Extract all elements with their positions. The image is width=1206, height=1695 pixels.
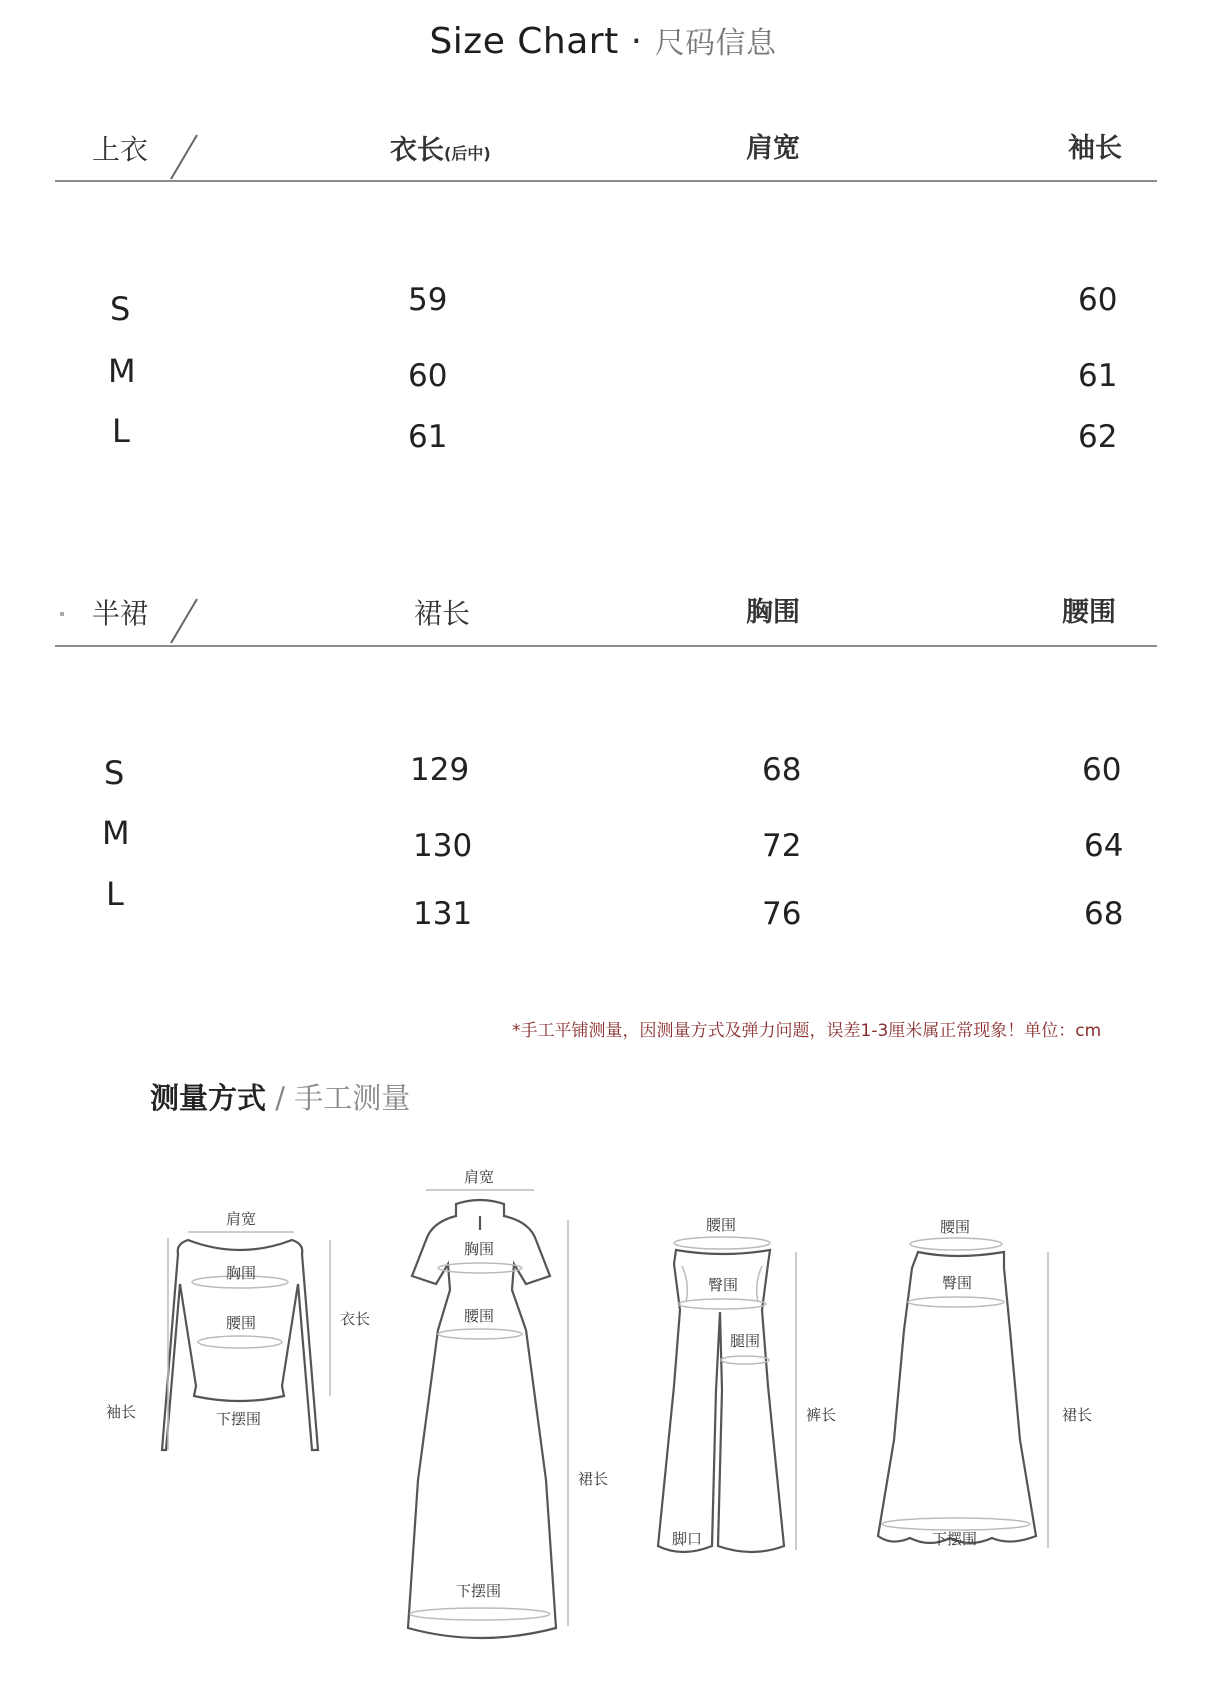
top-chest-label: 胸围 <box>226 1264 257 1282</box>
top-size-l: L <box>112 412 130 450</box>
skirt-hip-label: 臀围 <box>942 1274 973 1292</box>
dress-length-label: 裙长 <box>578 1470 609 1488</box>
top-table-rule <box>55 180 1157 182</box>
skirt-size-s: S <box>104 754 125 792</box>
skirt-l-length: 131 <box>413 896 473 932</box>
skirt-label-dot <box>60 612 64 616</box>
top-size-m: M <box>108 352 136 390</box>
pants-cuff-label: 脚口 <box>672 1530 703 1548</box>
skirt-table-slash <box>165 597 205 647</box>
skirt-size-l: L <box>106 875 124 913</box>
top-m-sleeve: 61 <box>1078 358 1118 394</box>
skirt-diagram <box>878 1218 1092 1548</box>
top-table-slash <box>165 133 205 183</box>
skirt-hem-label: 下摆围 <box>932 1530 978 1548</box>
skirt-table-label: 半裙 <box>92 597 149 630</box>
top-m-length: 60 <box>408 358 448 394</box>
skirt-length-label: 裙长 <box>1062 1406 1093 1424</box>
top-l-sleeve: 62 <box>1078 419 1118 455</box>
skirt-m-waist: 64 <box>1084 828 1124 864</box>
top-s-length: 59 <box>408 282 448 318</box>
skirt-m-length: 130 <box>413 828 473 864</box>
title-zh: 尺码信息 <box>654 26 777 61</box>
skirt-s-chest: 68 <box>762 752 802 788</box>
top-l-length: 61 <box>408 419 448 455</box>
skirt-header-length: 裙长 <box>414 597 471 630</box>
title-en: Size Chart <box>429 21 619 62</box>
pants-hip-label: 臀围 <box>708 1276 739 1294</box>
top-header-sleeve: 袖长 <box>1068 133 1122 164</box>
dress-shoulder-label: 肩宽 <box>464 1168 495 1186</box>
top-size-s: S <box>110 290 131 328</box>
top-header-shoulder: 肩宽 <box>746 133 800 164</box>
pants-thigh-label: 腿围 <box>730 1332 761 1350</box>
skirt-s-length: 129 <box>410 752 470 788</box>
top-diagram <box>106 1210 370 1450</box>
pants-waist-label: 腰围 <box>706 1216 737 1234</box>
skirt-size-m: M <box>102 814 130 852</box>
skirt-waist-label: 腰围 <box>940 1218 971 1236</box>
dress-chest-label: 胸围 <box>464 1240 495 1258</box>
method-heading: 测量方式 / 手工测量 <box>150 1081 411 1115</box>
skirt-l-chest: 76 <box>762 896 802 932</box>
top-sleeve-label: 袖长 <box>106 1403 137 1421</box>
top-shoulder-label: 肩宽 <box>226 1210 257 1228</box>
top-table-label: 上衣 <box>92 133 149 166</box>
skirt-table-rule <box>55 645 1157 647</box>
dress-waist-label: 腰围 <box>464 1307 495 1325</box>
dress-diagram <box>408 1168 608 1638</box>
pants-diagram <box>658 1216 836 1552</box>
page-title <box>0 18 1206 62</box>
skirt-header-chest: 胸围 <box>746 597 800 628</box>
skirt-header-waist: 腰围 <box>1062 597 1116 628</box>
skirt-l-waist: 68 <box>1084 896 1124 932</box>
top-waist-label: 腰围 <box>226 1314 257 1332</box>
pants-length-label: 裤长 <box>806 1406 837 1424</box>
measurement-note: *手工平铺测量，因测量方式及弹力问题，误差1-3厘米属正常现象！单位：cm <box>512 1021 1102 1041</box>
top-hem-label: 下摆围 <box>216 1410 262 1428</box>
top-header-length: 衣长(后中) <box>390 135 491 166</box>
dress-hem-label: 下摆围 <box>456 1582 502 1600</box>
top-s-sleeve: 60 <box>1078 282 1118 318</box>
measurement-diagrams <box>0 1150 1206 1695</box>
top-length-label: 衣长 <box>340 1310 371 1328</box>
title-separator: · <box>618 21 655 62</box>
skirt-s-waist: 60 <box>1082 752 1122 788</box>
skirt-m-chest: 72 <box>762 828 802 864</box>
